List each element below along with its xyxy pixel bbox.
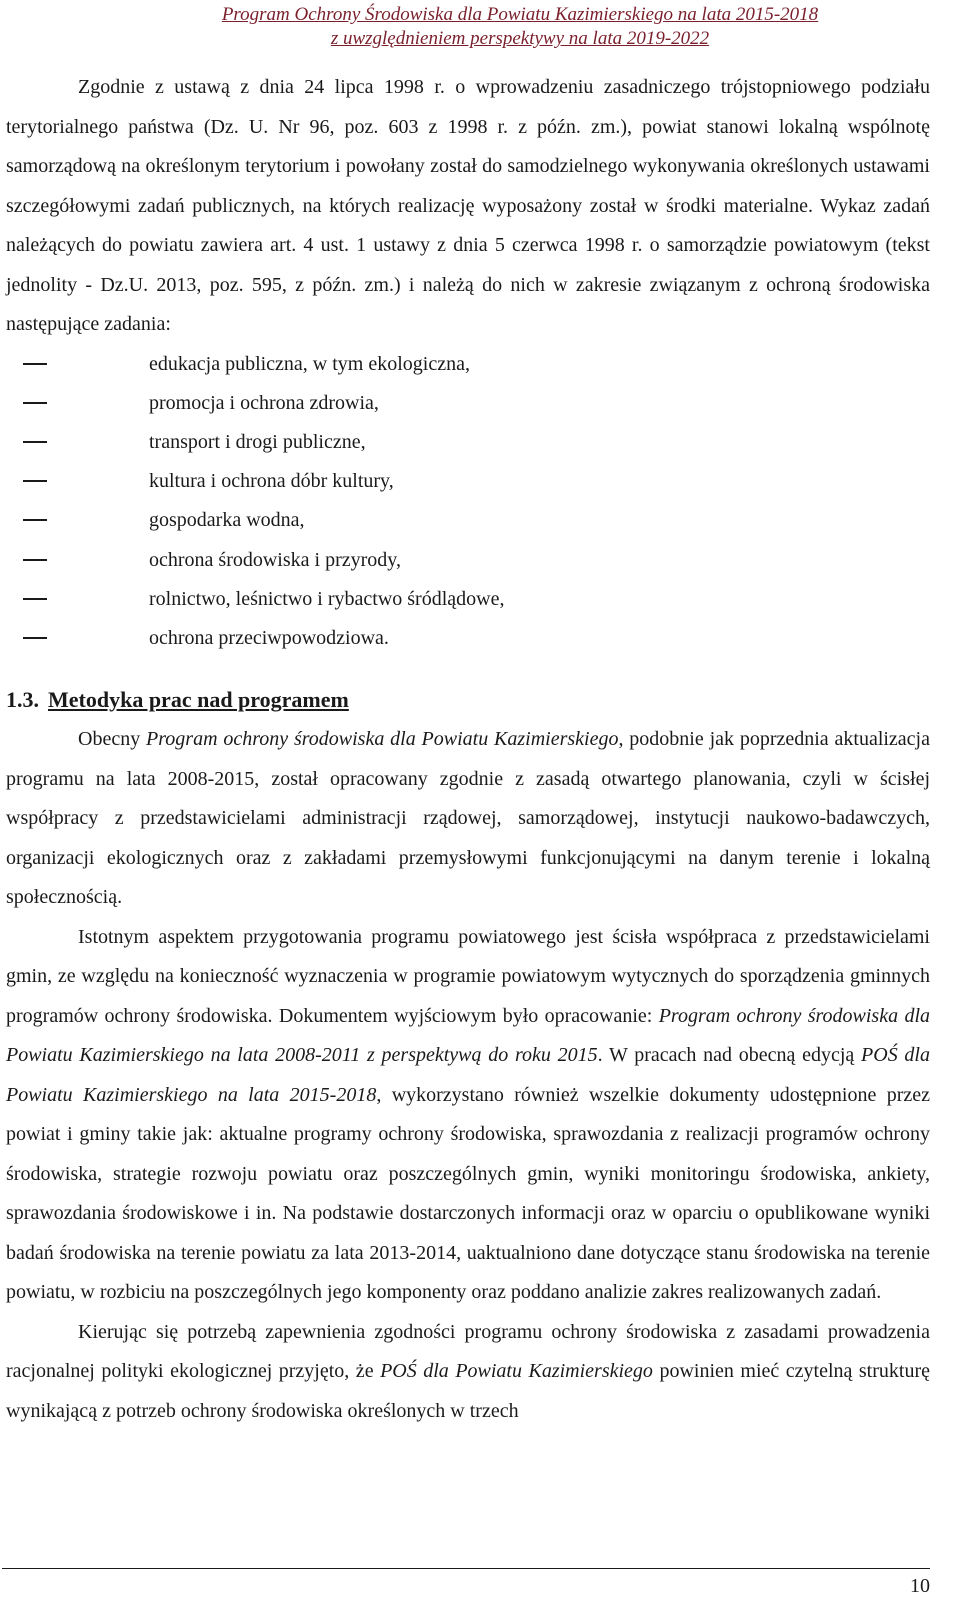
dash-bullet-icon [23, 519, 47, 521]
dash-bullet-icon [23, 559, 47, 561]
dash-bullet-icon [23, 363, 47, 365]
italic-program-title: Program ochrony środowiska dla Powiatu Kazimierskiego [146, 728, 619, 751]
list-item-text: edukacja publiczna, w tym ekologiczna, [149, 352, 470, 375]
page-number: 10 [910, 1575, 930, 1597]
dash-bullet-icon [23, 637, 47, 639]
running-header [0, 3, 960, 51]
methodology-paragraph-3 [6, 1313, 930, 1432]
list-item [6, 501, 930, 540]
list-item [6, 423, 930, 462]
list-item-text: transport i drogi publiczne, [149, 430, 366, 453]
header-title-line: Program Ochrony Środowiska dla Powiatu Kazimierskiego na lata 2015-2018 [221, 4, 819, 25]
list-item-text: ochrona przeciwpowodziowa. [149, 626, 389, 649]
page-body [6, 68, 930, 1431]
section-heading [6, 680, 930, 720]
list-item [6, 619, 930, 658]
dash-bullet-icon [23, 441, 47, 443]
text-run: Istotnym aspektem przygotowania programu powiatowego jest ścisła współpraca z przedstawicielami gmin, ze względu na konieczność wyznaczenia w programie powiatowym wytycznych do sporządzenia gminnych programów ochrony środowiska. Dokumentem wyjściowym było opracowanie: [6, 925, 930, 1027]
list-item [6, 580, 930, 619]
list-item-text: rolnictwo, leśnictwo i rybactwo śródlądowe, [149, 587, 505, 610]
italic-program-title: Program ochrony środowiska dla Powiatu Kazimierskiego na lata 2008-2011 z perspektywą do roku 2015 [6, 1004, 931, 1067]
section-title: Metodyka prac nad programem [48, 687, 349, 713]
text-run: powinien mieć czytelną strukturę wynikającą z potrzeb ochrony środowiska określonych w trzech [6, 1360, 930, 1422]
methodology-paragraph-2 [6, 918, 930, 1313]
dash-bullet-icon [23, 480, 47, 482]
italic-pos-title: POŚ dla Powiatu Kazimierskiego na lata 2015-2018 [6, 1044, 930, 1106]
text-run: , podobnie jak poprzednia aktualizacja programu na lata 2008-2015, został opracowany zgodnie z zasadą otwartego planowania, czyli w ścisłej współpracy z przedstawicielami administracji rządowej, samorządowej, instytucji naukowo-badawczych, organizacji ekologicznych oraz z zakładami przemysłowymi funkcjonującymi na danym terenie i lokalną społecznością. [6, 728, 930, 909]
list-item [6, 384, 930, 423]
dash-bullet-icon [23, 598, 47, 600]
list-item-text: promocja i ochrona zdrowia, [149, 391, 379, 414]
tasks-list [6, 345, 930, 659]
list-item [6, 462, 930, 501]
dash-bullet-icon [23, 402, 47, 404]
text-run: Obecny [78, 728, 147, 751]
text-run: . W pracach nad obecną edycją [597, 1044, 862, 1067]
list-item-text: gospodarka wodna, [149, 509, 305, 532]
methodology-paragraph-1 [6, 720, 930, 918]
italic-pos-title: POŚ dla Powiatu Kazimierskiego [380, 1360, 653, 1383]
intro-paragraph: Zgodnie z ustawą z dnia 24 lipca 1998 r. o wprowadzeniu zasadniczego trójstopniowego podziału terytorialnego państwa (Dz. U. Nr 96, poz. 603 z 1998 r. z późn. zm.), powiat stanowi lokalną wspólnotę samorządową na określonym terytorium i powołany został do samodzielnego wykonywania określonych ustawami szczegółowymi zadań publicznych, na których realizację wyposażony został w środki materialne. Wykaz zadań należących do powiatu zawiera art. 4 ust. 1 ustawy z dnia 5 czerwca 1998 r. o samorządzie powiatowym (tekst jednolity - Dz.U. 2013, poz. 595, z późn. zm.) i należą do nich w zakresie związanym z ochroną środowiska następujące zadania: [6, 76, 930, 335]
list-item-text: ochrona środowiska i przyrody, [149, 548, 401, 571]
list-item [6, 345, 930, 384]
list-item-text: kultura i ochrona dóbr kultury, [149, 470, 394, 493]
header-subtitle-line: z uwzględnieniem perspektywy na lata 2019-2022 [330, 28, 710, 49]
text-run: Kierując się potrzebą zapewnienia zgodności programu ochrony środowiska z zasadami prowadzenia racjonalnej polityki ekologicznej przyjęto, że [6, 1320, 930, 1383]
list-item [6, 541, 930, 580]
text-run: , wykorzystano również wszelkie dokumenty udostępnione przez powiat i gminy takie jak: aktualne programy ochrony środowiska, sprawozdania z realizacji programów ochrony środowiska, strategie rozwoju powiatu oraz poszczególnych gmin, wyniki monitoringu środowiska, ankiety, sprawozdania środowiskowe i in. Na podstawie dostarczonych informacji oraz w oparciu o opublikowane wyniki badań środowiska na terenie powiatu za lata 2013-2014, uaktualniono dane dotyczące stanu środowiska na terenie powiatu, w rozbiciu na poszczególnych jego komponenty oraz poddano analizie zakres realizowanych zadań. [6, 1083, 930, 1304]
section-number: 1.3. [6, 687, 39, 713]
footer-divider [2, 1568, 930, 1569]
